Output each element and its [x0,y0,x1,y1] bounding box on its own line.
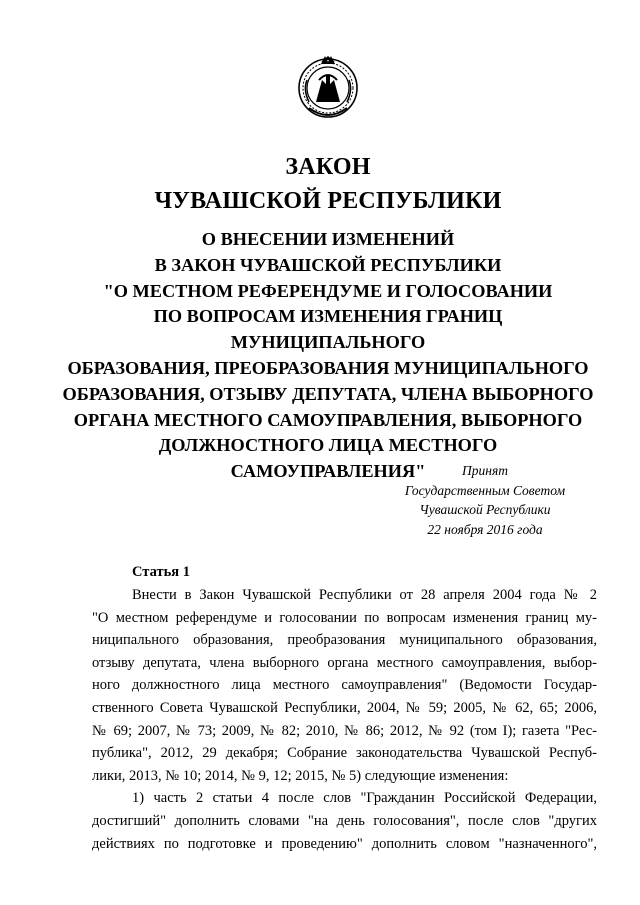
law-title-line: ЧУВАШСКОЙ РЕСПУБЛИКИ [154,188,502,214]
body-line: ственного Совета Чувашской Республики, 2004, № 59; 2005, № 62, 65; 2006, [92,699,597,716]
law-title-line: ЗАКОН [285,154,371,180]
body-line: № 69; 2007, № 73; 2009, № 82; 2010, № 86; 2012, № 92 (том I); газета "Рес- [92,722,597,739]
law-subject-heading [60,227,596,485]
body-line: достигший" дополнить словами "на день голосования", после слов "других [92,812,597,829]
adoption-note [380,461,590,539]
adoption-line: Государственным Советом [404,482,566,498]
subject-line: "О МЕСТНОМ РЕФЕРЕНДУМЕ И ГОЛОСОВАНИИ [103,280,553,301]
body-line: "О местном референдуме и голосовании по вопросам изменения границ му- [92,609,597,626]
law-title [60,150,596,218]
adoption-line: 22 ноября 2016 года [427,521,543,537]
body-line: публика", 2012, 29 декабря; Собрание законодательства Чувашской Респуб- [92,745,597,762]
body-line: действиях по подготовке и проведению" дополнить словом "назначенного", [92,835,597,852]
subject-line: В ЗАКОН ЧУВАШСКОЙ РЕСПУБЛИКИ [154,254,502,275]
body-line: отзыву депутата, члена выборного органа местного самоуправления, выбор- [92,654,597,671]
subject-line: ОРГАНА МЕСТНОГО САМОУПРАВЛЕНИЯ, ВЫБОРНОГО [73,409,583,430]
body-line: лики, 2013, № 10; 2014, № 9, 12; 2015, № 5) следующие изменения: [92,767,509,784]
subject-line: ПО ВОПРОСАМ ИЗМЕНЕНИЯ ГРАНИЦ МУНИЦИПАЛЬНОГО [153,306,503,353]
adoption-line: Принят [462,463,508,478]
adoption-line: Чувашской Республики [419,502,551,517]
subject-line: ДОЛЖНОСТНОГО ЛИЦА МЕСТНОГО САМОУПРАВЛЕНИЯ" [158,435,498,482]
subject-line: О ВНЕСЕНИИ ИЗМЕНЕНИЙ [201,229,455,249]
body-line: Внести в Закон Чувашской Республики от 28 апреля 2004 года № 2 [132,587,597,603]
article-heading: Статья 1 [132,564,190,580]
article-body [92,584,597,855]
body-line: ного должностного лица местного самоуправления" (Ведомости Государ- [92,677,597,694]
subject-line: ОБРАЗОВАНИЯ, ПРЕОБРАЗОВАНИЯ МУНИЦИПАЛЬНОГО [67,357,589,378]
chuvash-coat-of-arms-icon [297,50,359,124]
body-line: 1) часть 2 статьи 4 после слов "Гражданин Российской Федерации, [132,790,597,807]
body-line: ниципального образования, преобразования муниципального образования, [92,632,597,649]
subject-line: ОБРАЗОВАНИЯ, ОТЗЫВУ ДЕПУТАТА, ЧЛЕНА ВЫБОРНОГО [62,383,594,404]
